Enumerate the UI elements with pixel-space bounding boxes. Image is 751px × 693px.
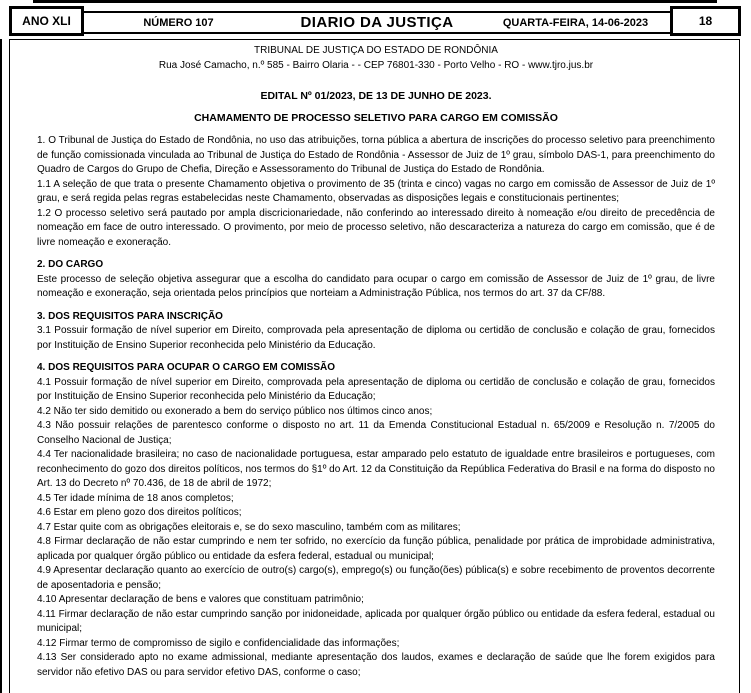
paragraph: 1.2 O processo seletivo será pautado por ampla discricionariedade, não conferindo ao interessado direito à nomeação e/ou direito de precedência de nomeação em face de outro interessado. O provimento, por meio de processo seletivo, não descaracteriza a natureza do cargo em comissão, que é de livre nomeação e exoneração. bbox=[37, 207, 715, 248]
page-number: 18 bbox=[698, 14, 713, 28]
paragraph: 4.8 Firmar declaração de não estar cumprindo e nem ter sofrido, no exercício da função pública, penalidade por prática de improbidade administrativa, aplicada por qualquer órgão público ou entidade da esfera federal, estadual ou municipal; bbox=[37, 536, 715, 562]
document-body bbox=[9, 39, 740, 693]
page-top-rule bbox=[33, 0, 717, 3]
paragraph: 4.4 Ter nacionalidade brasileira; no caso de nacionalidade portuguesa, estar amparado pelo estatuto de igualdade entre brasileiros e portugueses, com reconhecimento do gozo dos direitos políticos, nos termos do §1º do Art. 12 da Constituição da República Federativa do Brasil e na forma do disposto no Art. 13 do Decreto nº 70.436, de 18 de abril de 1972; bbox=[37, 449, 715, 489]
paragraph: 4.3 Não possuir relações de parentesco conforme o disposto no art. 11 da Emenda Constitucional Estadual n. 65/2009 e Resolução n. 7/2005 do Conselho Nacional de Justiça; bbox=[37, 420, 715, 446]
section-heading: 4. DOS REQUISITOS PARA OCUPAR O CARGO EM COMISSÃO bbox=[37, 362, 335, 373]
issue-number: NÚMERO 107 bbox=[143, 16, 214, 29]
paragraph: 4.5 Ter idade mínima de 18 anos completos; bbox=[37, 492, 234, 504]
edital-title: EDITAL Nº 01/2023, DE 13 DE JUNHO DE 2023. bbox=[260, 90, 492, 102]
section-requisitos-inscricao bbox=[37, 310, 715, 354]
paragraph: 4.7 Estar quite com as obrigações eleitorais e, se do sexo masculino, também com as militares; bbox=[37, 521, 461, 533]
section-intro bbox=[37, 134, 715, 250]
paragraph: Este processo de seleção objetiva assegurar que a escolha do candidato para ocupar o cargo em comissão de Assessor de Juiz de 1º grau, de livre nomeação e exoneração, seja orientada pelos princípios que norteiam a Administração Pública, nos termos do art. 37 da CF/88. bbox=[37, 273, 715, 299]
paragraph: 1.1 A seleção de que trata o presente Chamamento objetiva o provimento de 35 (trinta e cinco) vagas no cargo em comissão de Assessor de Juiz de 1º grau, e será regida pelas regras estabelecidas neste Chamamento, observadas as disposições legais e constitucionais pertinentes; bbox=[37, 178, 715, 204]
masthead-center bbox=[84, 11, 670, 34]
paragraph: 4.10 Apresentar declaração de bens e valores que constituam patrimônio; bbox=[37, 594, 364, 605]
issue-date: QUARTA-FEIRA, 14-06-2023 bbox=[502, 16, 649, 29]
section-heading: 2. DO CARGO bbox=[37, 259, 104, 270]
page-left-border bbox=[0, 39, 2, 693]
section-requisitos-cargo bbox=[37, 361, 715, 680]
institution-name: TRIBUNAL DE JUSTIÇA DO ESTADO DE RONDÔNIA bbox=[254, 45, 498, 56]
year-label: ANO XLI bbox=[22, 14, 71, 28]
paragraph: 3.1 Possuir formação de nível superior em Direito, comprovada pela apresentação de diploma ou certidão de conclusão e colação de grau, fornecidos por Instituição de Ensino Superior reconhecida pelo Ministério da Educação. bbox=[37, 325, 715, 351]
paragraph: 4.1 Possuir formação de nível superior em Direito, comprovada pela apresentação de diploma ou certidão de conclusão e colação de grau, fornecidos por Instituição de Ensino Superior reconhecida pelo Ministério da Educação; bbox=[37, 376, 715, 402]
gazette-title: DIARIO DA JUSTIÇA bbox=[300, 14, 454, 31]
paragraph: 4.12 Firmar termo de compromisso de sigilo e confidencialidade das informações; bbox=[37, 637, 400, 649]
institution-address: Rua José Camacho, n.º 585 - Bairro Olaria - - CEP 76801-330 - Porto Velho - RO - www.tjro.jus.br bbox=[158, 60, 594, 71]
page-number-box bbox=[670, 6, 741, 36]
paragraph: 1. O Tribunal de Justiça do Estado de Rondônia, no uso das atribuições, torna pública a abertura de inscrições do processo seletivo para preenchimento de função comissionada vinculada ao Tribunal de Justiça do Estado de Rondônia - Assessor de Juiz de 1º grau, símbolo DAS-1, para preenchimento do Quadro de Cargos do Grupo de Chefia, Direção e Assessoramento do Tribunal de Justiça do Estado de Rondônia. bbox=[37, 135, 715, 175]
year-box bbox=[9, 6, 84, 36]
paragraph: 4.13 Ser considerado apto no exame admissional, mediante apresentação dos laudos, exames e declaração de saúde que lhe forem exigidos para servidor não efetivo DAS ou para servidor efetivo DAS, conforme o caso; bbox=[37, 652, 715, 678]
paragraph: 4.9 Apresentar declaração quanto ao exercício de outro(s) cargo(s), emprego(s) ou função(ões) pública(s) e sobre recebimento de proventos decorrente de aposentadoria e pensão; bbox=[37, 565, 715, 591]
section-heading: 3. DOS REQUISITOS PARA INSCRIÇÃO bbox=[37, 310, 223, 322]
paragraph: 4.2 Não ter sido demitido ou exonerado a bem do serviço público nos últimos cinco anos; bbox=[37, 405, 433, 417]
edital-subtitle: CHAMAMENTO DE PROCESSO SELETIVO PARA CARGO EM COMISSÃO bbox=[194, 112, 558, 124]
masthead-bar bbox=[9, 6, 741, 36]
paragraph: 4.6 Estar em pleno gozo dos direitos políticos; bbox=[37, 507, 242, 518]
section-cargo bbox=[37, 258, 715, 302]
paragraph: 4.11 Firmar declaração de não estar cumprindo sanção por inidoneidade, aplicada por qualquer órgão público ou entidade da esfera federal, estadual ou municipal; bbox=[37, 608, 715, 634]
